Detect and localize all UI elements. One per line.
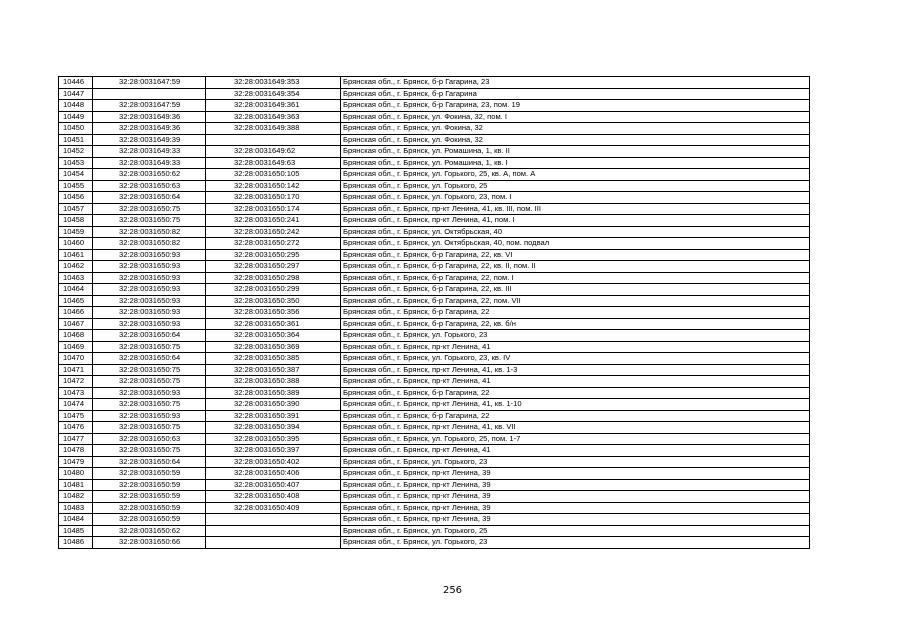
parcel-cadastral-number-cell: 32:28:0031650:93	[93, 284, 206, 296]
parcel-cadastral-number-cell: 32:28:0031649:33	[93, 157, 206, 169]
address-cell: Брянская обл., г. Брянск, ул. Фокина, 32, пом. I	[341, 111, 810, 123]
row-number-cell: 10472	[59, 376, 93, 388]
row-number-cell: 10478	[59, 445, 93, 457]
row-number-cell: 10458	[59, 215, 93, 227]
row-number-cell: 10484	[59, 514, 93, 526]
row-number-cell: 10448	[59, 100, 93, 112]
object-cadastral-number-cell: 32:28:0031650:408	[206, 491, 341, 503]
page-number: 256	[442, 585, 463, 596]
address-cell: Брянская обл., г. Брянск, пр-кт Ленина, 41, кв. 1-10	[341, 399, 810, 411]
row-number-cell: 10453	[59, 157, 93, 169]
register-table-body	[59, 77, 810, 549]
parcel-cadastral-number-cell: 32:28:0031650:93	[93, 307, 206, 319]
row-number-cell: 10464	[59, 284, 93, 296]
address-cell: Брянская обл., г. Брянск, ул. Фокина, 32	[341, 123, 810, 135]
parcel-cadastral-number-cell: 32:28:0031650:93	[93, 318, 206, 330]
object-cadastral-number-cell: 32:28:0031650:272	[206, 238, 341, 250]
table-row	[59, 169, 810, 181]
row-number-cell: 10451	[59, 134, 93, 146]
row-number-cell: 10455	[59, 180, 93, 192]
table-row	[59, 295, 810, 307]
address-cell: Брянская обл., г. Брянск, пр-кт Ленина, 39	[341, 491, 810, 503]
address-cell: Брянская обл., г. Брянск, пр-кт Ленина, 41, кв. III, пом. III	[341, 203, 810, 215]
row-number-cell: 10477	[59, 433, 93, 445]
address-cell: Брянская обл., г. Брянск, пр-кт Ленина, 39	[341, 479, 810, 491]
parcel-cadastral-number-cell: 32:28:0031650:59	[93, 502, 206, 514]
table-row	[59, 318, 810, 330]
address-cell: Брянская обл., г. Брянск, пр-кт Ленина, 39	[341, 502, 810, 514]
row-number-cell: 10462	[59, 261, 93, 273]
parcel-cadastral-number-cell: 32:28:0031649:39	[93, 134, 206, 146]
object-cadastral-number-cell: 32:28:0031650:409	[206, 502, 341, 514]
address-cell: Брянская обл., г. Брянск, б-р Гагарина, 22, кв. VI	[341, 249, 810, 261]
object-cadastral-number-cell: 32:28:0031650:369	[206, 341, 341, 353]
parcel-cadastral-number-cell: 32:28:0031647:59	[93, 100, 206, 112]
row-number-cell: 10469	[59, 341, 93, 353]
parcel-cadastral-number-cell: 32:28:0031650:59	[93, 491, 206, 503]
parcel-cadastral-number-cell	[93, 88, 206, 100]
address-cell: Брянская обл., г. Брянск, б-р Гагарина	[341, 88, 810, 100]
object-cadastral-number-cell: 32:28:0031650:350	[206, 295, 341, 307]
address-cell: Брянская обл., г. Брянск, ул. Горького, 25	[341, 525, 810, 537]
cadastral-register-table	[58, 76, 810, 549]
object-cadastral-number-cell: 32:28:0031650:295	[206, 249, 341, 261]
address-cell: Брянская обл., г. Брянск, ул. Горького, 23	[341, 456, 810, 468]
address-cell: Брянская обл., г. Брянск, б-р Гагарина, 22	[341, 410, 810, 422]
table-row	[59, 353, 810, 365]
object-cadastral-number-cell: 32:28:0031650:364	[206, 330, 341, 342]
object-cadastral-number-cell: 32:28:0031649:361	[206, 100, 341, 112]
parcel-cadastral-number-cell: 32:28:0031650:63	[93, 180, 206, 192]
object-cadastral-number-cell: 32:28:0031650:385	[206, 353, 341, 365]
table-row	[59, 399, 810, 411]
object-cadastral-number-cell: 32:28:0031650:299	[206, 284, 341, 296]
address-cell: Брянская обл., г. Брянск, ул. Горького, 25	[341, 180, 810, 192]
parcel-cadastral-number-cell: 32:28:0031650:64	[93, 353, 206, 365]
table-row	[59, 226, 810, 238]
address-cell: Брянская обл., г. Брянск, ул. Октябрьская, 40	[341, 226, 810, 238]
table-row	[59, 387, 810, 399]
table-row	[59, 123, 810, 135]
table-row	[59, 307, 810, 319]
table-row	[59, 445, 810, 457]
table-row	[59, 456, 810, 468]
object-cadastral-number-cell: 32:28:0031650:407	[206, 479, 341, 491]
object-cadastral-number-cell: 32:28:0031650:394	[206, 422, 341, 434]
object-cadastral-number-cell: 32:28:0031650:388	[206, 376, 341, 388]
object-cadastral-number-cell: 32:28:0031649:353	[206, 77, 341, 89]
parcel-cadastral-number-cell: 32:28:0031650:59	[93, 514, 206, 526]
row-number-cell: 10449	[59, 111, 93, 123]
address-cell: Брянская обл., г. Брянск, пр-кт Ленина, 41	[341, 341, 810, 353]
table-row	[59, 238, 810, 250]
row-number-cell: 10485	[59, 525, 93, 537]
table-row	[59, 249, 810, 261]
row-number-cell: 10459	[59, 226, 93, 238]
object-cadastral-number-cell: 32:28:0031650:356	[206, 307, 341, 319]
parcel-cadastral-number-cell: 32:28:0031650:82	[93, 238, 206, 250]
object-cadastral-number-cell: 32:28:0031649:63	[206, 157, 341, 169]
row-number-cell: 10473	[59, 387, 93, 399]
address-cell: Брянская обл., г. Брянск, ул. Горького, 25, пом. 1-7	[341, 433, 810, 445]
parcel-cadastral-number-cell: 32:28:0031649:36	[93, 111, 206, 123]
row-number-cell: 10486	[59, 537, 93, 549]
address-cell: Брянская обл., г. Брянск, б-р Гагарина, 22, кв. б/н	[341, 318, 810, 330]
row-number-cell: 10466	[59, 307, 93, 319]
parcel-cadastral-number-cell: 32:28:0031650:82	[93, 226, 206, 238]
address-cell: Брянская обл., г. Брянск, ул. Фокина, 32	[341, 134, 810, 146]
table-row	[59, 341, 810, 353]
table-row	[59, 261, 810, 273]
object-cadastral-number-cell: 32:28:0031649:354	[206, 88, 341, 100]
table-row	[59, 203, 810, 215]
parcel-cadastral-number-cell: 32:28:0031650:75	[93, 445, 206, 457]
parcel-cadastral-number-cell: 32:28:0031650:93	[93, 272, 206, 284]
parcel-cadastral-number-cell: 32:28:0031650:75	[93, 399, 206, 411]
object-cadastral-number-cell: 32:28:0031650:241	[206, 215, 341, 227]
table-row	[59, 330, 810, 342]
object-cadastral-number-cell: 32:28:0031649:363	[206, 111, 341, 123]
table-row	[59, 100, 810, 112]
address-cell: Брянская обл., г. Брянск, б-р Гагарина, 23	[341, 77, 810, 89]
object-cadastral-number-cell: 32:28:0031650:395	[206, 433, 341, 445]
address-cell: Брянская обл., г. Брянск, б-р Гагарина, 22	[341, 387, 810, 399]
object-cadastral-number-cell: 32:28:0031650:170	[206, 192, 341, 204]
table-row	[59, 180, 810, 192]
table-row	[59, 433, 810, 445]
table-row	[59, 537, 810, 549]
parcel-cadastral-number-cell: 32:28:0031650:93	[93, 261, 206, 273]
address-cell: Брянская обл., г. Брянск, б-р Гагарина, 23, пом. 19	[341, 100, 810, 112]
parcel-cadastral-number-cell: 32:28:0031650:75	[93, 215, 206, 227]
table-row	[59, 77, 810, 89]
row-number-cell: 10476	[59, 422, 93, 434]
object-cadastral-number-cell	[206, 134, 341, 146]
object-cadastral-number-cell: 32:28:0031650:391	[206, 410, 341, 422]
row-number-cell: 10465	[59, 295, 93, 307]
address-cell: Брянская обл., г. Брянск, б-р Гагарина, 22, кв. II, пом. II	[341, 261, 810, 273]
address-cell: Брянская обл., г. Брянск, пр-кт Ленина, 41	[341, 376, 810, 388]
parcel-cadastral-number-cell: 32:28:0031650:62	[93, 169, 206, 181]
row-number-cell: 10482	[59, 491, 93, 503]
row-number-cell: 10471	[59, 364, 93, 376]
table-row	[59, 514, 810, 526]
address-cell: Брянская обл., г. Брянск, пр-кт Ленина, 41, кв. 1-3	[341, 364, 810, 376]
parcel-cadastral-number-cell: 32:28:0031649:33	[93, 146, 206, 158]
row-number-cell: 10450	[59, 123, 93, 135]
address-cell: Брянская обл., г. Брянск, пр-кт Ленина, 39	[341, 468, 810, 480]
object-cadastral-number-cell: 32:28:0031650:361	[206, 318, 341, 330]
table-row	[59, 284, 810, 296]
parcel-cadastral-number-cell: 32:28:0031650:93	[93, 295, 206, 307]
row-number-cell: 10480	[59, 468, 93, 480]
row-number-cell: 10457	[59, 203, 93, 215]
parcel-cadastral-number-cell: 32:28:0031650:75	[93, 422, 206, 434]
address-cell: Брянская обл., г. Брянск, пр-кт Ленина, 41, кв. VII	[341, 422, 810, 434]
parcel-cadastral-number-cell: 32:28:0031650:64	[93, 330, 206, 342]
table-row	[59, 134, 810, 146]
object-cadastral-number-cell: 32:28:0031650:406	[206, 468, 341, 480]
table-row	[59, 111, 810, 123]
row-number-cell: 10461	[59, 249, 93, 261]
row-number-cell: 10456	[59, 192, 93, 204]
table-row	[59, 525, 810, 537]
address-cell: Брянская обл., г. Брянск, пр-кт Ленина, 41	[341, 445, 810, 457]
table-row	[59, 88, 810, 100]
object-cadastral-number-cell: 32:28:0031650:387	[206, 364, 341, 376]
table-row	[59, 192, 810, 204]
address-cell: Брянская обл., г. Брянск, ул. Горького, 23, кв. IV	[341, 353, 810, 365]
parcel-cadastral-number-cell: 32:28:0031647:59	[93, 77, 206, 89]
parcel-cadastral-number-cell: 32:28:0031650:75	[93, 376, 206, 388]
object-cadastral-number-cell: 32:28:0031650:389	[206, 387, 341, 399]
row-number-cell: 10452	[59, 146, 93, 158]
parcel-cadastral-number-cell: 32:28:0031650:59	[93, 468, 206, 480]
parcel-cadastral-number-cell: 32:28:0031650:63	[93, 433, 206, 445]
table-row	[59, 502, 810, 514]
address-cell: Брянская обл., г. Брянск, б-р Гагарина, 22, кв. III	[341, 284, 810, 296]
object-cadastral-number-cell: 32:28:0031650:105	[206, 169, 341, 181]
address-cell: Брянская обл., г. Брянск, пр-кт Ленина, 39	[341, 514, 810, 526]
table-row	[59, 146, 810, 158]
parcel-cadastral-number-cell: 32:28:0031650:66	[93, 537, 206, 549]
row-number-cell: 10454	[59, 169, 93, 181]
parcel-cadastral-number-cell: 32:28:0031650:75	[93, 203, 206, 215]
parcel-cadastral-number-cell: 32:28:0031650:64	[93, 456, 206, 468]
object-cadastral-number-cell: 32:28:0031650:142	[206, 180, 341, 192]
parcel-cadastral-number-cell: 32:28:0031649:36	[93, 123, 206, 135]
object-cadastral-number-cell: 32:28:0031649:388	[206, 123, 341, 135]
row-number-cell: 10479	[59, 456, 93, 468]
table-row	[59, 157, 810, 169]
address-cell: Брянская обл., г. Брянск, б-р Гагарина, 22	[341, 307, 810, 319]
table-row	[59, 410, 810, 422]
row-number-cell: 10481	[59, 479, 93, 491]
object-cadastral-number-cell: 32:28:0031649:62	[206, 146, 341, 158]
object-cadastral-number-cell: 32:28:0031650:297	[206, 261, 341, 273]
parcel-cadastral-number-cell: 32:28:0031650:75	[93, 341, 206, 353]
table-row	[59, 215, 810, 227]
row-number-cell: 10483	[59, 502, 93, 514]
row-number-cell: 10467	[59, 318, 93, 330]
parcel-cadastral-number-cell: 32:28:0031650:93	[93, 249, 206, 261]
row-number-cell: 10475	[59, 410, 93, 422]
object-cadastral-number-cell	[206, 537, 341, 549]
row-number-cell: 10474	[59, 399, 93, 411]
object-cadastral-number-cell: 32:28:0031650:242	[206, 226, 341, 238]
parcel-cadastral-number-cell: 32:28:0031650:62	[93, 525, 206, 537]
row-number-cell: 10468	[59, 330, 93, 342]
row-number-cell: 10463	[59, 272, 93, 284]
table-row	[59, 272, 810, 284]
object-cadastral-number-cell	[206, 514, 341, 526]
parcel-cadastral-number-cell: 32:28:0031650:59	[93, 479, 206, 491]
row-number-cell: 10470	[59, 353, 93, 365]
address-cell: Брянская обл., г. Брянск, ул. Октябрьская, 40, пом. подвал	[341, 238, 810, 250]
address-cell: Брянская обл., г. Брянск, ул. Горького, 23	[341, 537, 810, 549]
parcel-cadastral-number-cell: 32:28:0031650:64	[93, 192, 206, 204]
object-cadastral-number-cell: 32:28:0031650:298	[206, 272, 341, 284]
object-cadastral-number-cell: 32:28:0031650:397	[206, 445, 341, 457]
address-cell: Брянская обл., г. Брянск, ул. Горького, 23	[341, 330, 810, 342]
object-cadastral-number-cell: 32:28:0031650:402	[206, 456, 341, 468]
parcel-cadastral-number-cell: 32:28:0031650:93	[93, 387, 206, 399]
parcel-cadastral-number-cell: 32:28:0031650:75	[93, 364, 206, 376]
address-cell: Брянская обл., г. Брянск, б-р Гагарина, 22, пом. I	[341, 272, 810, 284]
table-row	[59, 376, 810, 388]
object-cadastral-number-cell	[206, 525, 341, 537]
address-cell: Брянская обл., г. Брянск, ул. Горького, 25, кв. А, пом. А	[341, 169, 810, 181]
address-cell: Брянская обл., г. Брянск, ул. Горького, 23, пом. I	[341, 192, 810, 204]
address-cell: Брянская обл., г. Брянск, б-р Гагарина, 22, пом. VII	[341, 295, 810, 307]
table-row	[59, 364, 810, 376]
address-cell: Брянская обл., г. Брянск, пр-кт Ленина, 41, пом. I	[341, 215, 810, 227]
table-row	[59, 479, 810, 491]
parcel-cadastral-number-cell: 32:28:0031650:93	[93, 410, 206, 422]
object-cadastral-number-cell: 32:28:0031650:174	[206, 203, 341, 215]
address-cell: Брянская обл., г. Брянск, ул. Ромашина, 1, кв. II	[341, 146, 810, 158]
address-cell: Брянская обл., г. Брянск, ул. Ромашина, 1, кв. I	[341, 157, 810, 169]
object-cadastral-number-cell: 32:28:0031650:390	[206, 399, 341, 411]
row-number-cell: 10460	[59, 238, 93, 250]
row-number-cell: 10447	[59, 88, 93, 100]
table-row	[59, 422, 810, 434]
table-row	[59, 491, 810, 503]
row-number-cell: 10446	[59, 77, 93, 89]
table-row	[59, 468, 810, 480]
